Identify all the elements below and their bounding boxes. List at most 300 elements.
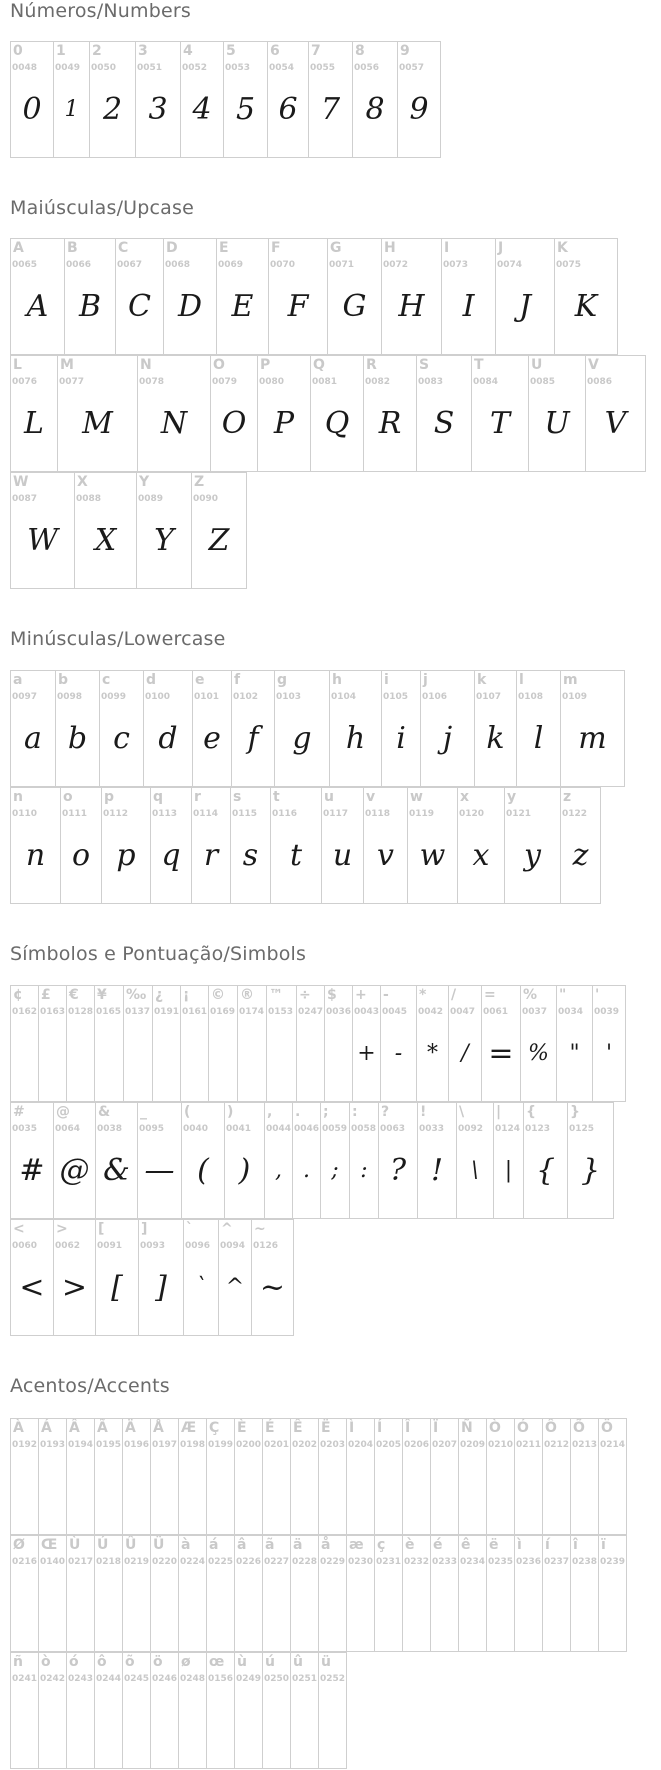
glyph-sample: E [231, 289, 254, 324]
character-label: œ [209, 1654, 225, 1670]
character-code: 0244 [96, 1674, 122, 1684]
character-label: è [405, 1537, 415, 1553]
character-label: ø [181, 1654, 191, 1670]
glyph-cell [206, 1535, 235, 1652]
glyph-cell [363, 355, 417, 472]
glyph-cell [486, 1418, 515, 1535]
glyph-sample: # [19, 1153, 45, 1188]
glyph-sample: . [303, 1158, 310, 1183]
character-label: ú [265, 1654, 275, 1670]
glyph-sample: Y [154, 523, 174, 558]
character-label: - [383, 987, 389, 1003]
character-label: k [477, 672, 487, 688]
character-label: Ì [349, 1420, 355, 1436]
glyph-sample: — [144, 1153, 175, 1188]
glyph-sample: 9 [409, 92, 429, 127]
glyph-cell [137, 355, 211, 472]
glyph-cell [374, 1535, 403, 1652]
glyph-cell [528, 355, 586, 472]
character-label: ! [420, 1104, 427, 1120]
character-label: z [563, 789, 572, 805]
character-code: 0115 [232, 809, 258, 819]
glyph-cell [560, 787, 601, 904]
character-label: l [519, 672, 524, 688]
glyph-cell [374, 1418, 403, 1535]
character-label: H [384, 240, 396, 256]
character-code: 0055 [310, 63, 336, 73]
character-code: 0243 [68, 1674, 94, 1684]
glyph-cell [10, 1535, 39, 1652]
glyph-sample: * [427, 1041, 438, 1066]
character-code: 0068 [165, 260, 191, 270]
glyph-cell [264, 1102, 293, 1219]
glyph-cell [417, 1102, 457, 1219]
glyph-cell [320, 1102, 350, 1219]
character-label: ä [293, 1537, 303, 1553]
character-label: 7 [311, 43, 321, 59]
glyph-cell [523, 1102, 568, 1219]
character-label: ™ [269, 987, 283, 1003]
glyph-sample: ? [389, 1153, 407, 1188]
character-code: 0069 [218, 260, 244, 270]
glyph-cell [89, 41, 136, 158]
glyph-sample: l [533, 721, 544, 756]
character-label: o [63, 789, 73, 805]
character-label: Î [405, 1420, 411, 1436]
character-label: Å [153, 1420, 164, 1436]
character-code: 0201 [264, 1440, 290, 1450]
character-code: 0088 [76, 494, 102, 504]
glyph-cell [441, 238, 496, 355]
character-label: > [56, 1221, 68, 1237]
character-code: 0224 [180, 1557, 206, 1567]
glyph-sample: 8 [365, 92, 385, 127]
glyph-cell [598, 1418, 627, 1535]
glyph-cell [99, 670, 144, 787]
glyph-cell [585, 355, 646, 472]
glyph-sample: [ [111, 1270, 123, 1305]
character-label: 4 [183, 43, 193, 59]
glyph-cell [230, 787, 271, 904]
character-label: ) [227, 1104, 234, 1120]
glyph-cell [57, 355, 138, 472]
character-code: 0156 [208, 1674, 234, 1684]
glyph-cell [257, 355, 311, 472]
glyph-cell [363, 787, 408, 904]
glyph-sample: v [377, 838, 394, 873]
character-code: 0047 [450, 1007, 476, 1017]
character-label: n [13, 789, 23, 805]
character-label: 3 [138, 43, 148, 59]
glyph-sample: 3 [148, 92, 168, 127]
glyph-cell [542, 1535, 571, 1652]
character-code: 0104 [331, 692, 357, 702]
section-title: Números/Numbers [10, 0, 191, 22]
character-label: ; [323, 1104, 329, 1120]
glyph-sample: Z [208, 523, 230, 558]
character-label: N [140, 357, 152, 373]
glyph-cell [381, 670, 421, 787]
glyph-sample: ) [238, 1153, 251, 1188]
character-label: æ [349, 1537, 364, 1553]
glyph-sample: ~ [259, 1270, 286, 1305]
character-code: 0064 [55, 1124, 81, 1134]
glyph-cell [95, 1219, 139, 1336]
glyph-sample: ; [331, 1158, 339, 1183]
glyph-sample: 6 [278, 92, 298, 127]
character-label: Ï [433, 1420, 439, 1436]
glyph-cell [178, 1418, 207, 1535]
character-label: ò [41, 1654, 51, 1670]
glyph-sample: S [433, 406, 455, 441]
glyph-cell [224, 1102, 265, 1219]
character-label: f [234, 672, 241, 688]
glyph-cell [234, 1535, 263, 1652]
character-label: O [213, 357, 225, 373]
character-code: 0191 [154, 1007, 180, 1017]
character-code: 0065 [12, 260, 38, 270]
character-code: 0250 [264, 1674, 290, 1684]
glyph-cell [183, 1219, 219, 1336]
glyph-cell [192, 670, 232, 787]
glyph-cell [64, 238, 116, 355]
glyph-sample: } [580, 1153, 601, 1188]
character-code: 0051 [137, 63, 163, 73]
glyph-cell [290, 1652, 319, 1769]
glyph-sample: > [61, 1270, 88, 1305]
glyph-sample: % [528, 1041, 549, 1066]
glyph-sample: I [462, 289, 475, 324]
character-label: Õ [573, 1420, 585, 1436]
glyph-cell [407, 787, 458, 904]
character-code: 0117 [323, 809, 349, 819]
glyph-sample: D [177, 289, 203, 324]
glyph-cell [38, 1535, 67, 1652]
glyph-cell [180, 41, 224, 158]
character-code: 0165 [96, 1007, 122, 1017]
character-label: * [419, 987, 427, 1003]
character-code: 0126 [253, 1241, 279, 1251]
glyph-cell [150, 787, 192, 904]
section-title: Acentos/Accents [10, 1375, 170, 1397]
glyph-sample: \ [471, 1158, 479, 1183]
glyph-cell [218, 1219, 252, 1336]
character-code: 0086 [587, 377, 613, 387]
glyph-cell [481, 985, 521, 1102]
character-code: 0245 [124, 1674, 150, 1684]
character-code: 0108 [518, 692, 544, 702]
character-label: Ê [293, 1420, 303, 1436]
character-label: Á [41, 1420, 52, 1436]
character-code: 0081 [312, 377, 338, 387]
glyph-sample: ^ [225, 1275, 245, 1300]
glyph-cell [556, 985, 593, 1102]
glyph-cell [55, 670, 100, 787]
character-label: : [352, 1104, 358, 1120]
character-label: R [366, 357, 377, 373]
glyph-sample: r [203, 838, 219, 873]
glyph-cell [290, 1418, 319, 1535]
character-code: 0233 [432, 1557, 458, 1567]
glyph-cell [122, 1418, 151, 1535]
character-label: # [13, 1104, 25, 1120]
character-code: 0063 [380, 1124, 406, 1134]
character-code: 0085 [530, 377, 556, 387]
glyph-cell [38, 1652, 67, 1769]
glyph-sample: j [442, 721, 453, 756]
character-label: ( [184, 1104, 191, 1120]
glyph-cell [150, 1652, 179, 1769]
character-code: 0042 [418, 1007, 444, 1017]
character-code: 0231 [376, 1557, 402, 1567]
character-code: 0239 [600, 1557, 626, 1567]
glyph-cell [143, 670, 193, 787]
character-code: 0211 [516, 1440, 542, 1450]
character-code: 0199 [208, 1440, 234, 1450]
character-code: 0116 [272, 809, 298, 819]
character-label: < [13, 1221, 25, 1237]
character-code: 0213 [572, 1440, 598, 1450]
glyph-cell [274, 670, 330, 787]
glyph-sample: G [342, 289, 367, 324]
glyph-sample: @ [59, 1153, 90, 1188]
character-label: + [355, 987, 367, 1003]
glyph-cell [416, 355, 472, 472]
character-label: @ [56, 1104, 70, 1120]
character-label: Í [377, 1420, 383, 1436]
glyph-cell [150, 1418, 179, 1535]
character-code: 0106 [422, 692, 448, 702]
character-label: 0 [13, 43, 23, 59]
character-code: 0067 [117, 260, 143, 270]
glyph-cell [430, 1535, 459, 1652]
glyph-cell [324, 985, 353, 1102]
character-label: 2 [92, 43, 102, 59]
glyph-sample: L [24, 406, 44, 441]
glyph-cell [262, 1418, 291, 1535]
glyph-sample: F [287, 289, 309, 324]
character-code: 0096 [185, 1241, 211, 1251]
character-code: 0228 [292, 1557, 318, 1567]
character-label: ñ [13, 1654, 23, 1670]
glyph-sample: ( [197, 1153, 209, 1188]
character-code: 0033 [419, 1124, 445, 1134]
character-label: _ [140, 1104, 147, 1120]
glyph-cell [516, 670, 561, 787]
glyph-cell [10, 787, 61, 904]
character-code: 0078 [139, 377, 165, 387]
glyph-cell [95, 1102, 138, 1219]
character-code: 0207 [432, 1440, 458, 1450]
character-label: Ú [97, 1537, 109, 1553]
character-code: 0074 [497, 260, 523, 270]
character-label: ç [377, 1537, 386, 1553]
character-code: 0091 [97, 1241, 123, 1251]
character-label: ~ [254, 1221, 266, 1237]
character-label: Ñ [461, 1420, 473, 1436]
character-label: S [419, 357, 430, 373]
character-label: & [98, 1104, 111, 1120]
character-label: Æ [181, 1420, 197, 1436]
character-code: 0123 [525, 1124, 551, 1134]
glyph-cell [152, 985, 181, 1102]
character-code: 0034 [558, 1007, 584, 1017]
glyph-sample: 0 [22, 92, 42, 127]
glyph-cell [352, 41, 398, 158]
glyph-sample: p [116, 838, 136, 873]
glyph-cell [504, 787, 561, 904]
character-code: 0124 [495, 1124, 521, 1134]
character-label: Ë [321, 1420, 331, 1436]
glyph-cell [329, 670, 382, 787]
character-label: å [321, 1537, 331, 1553]
character-label: 9 [400, 43, 410, 59]
character-label: ù [237, 1654, 247, 1670]
glyph-sample: / [461, 1041, 469, 1066]
glyph-cell [178, 1652, 207, 1769]
glyph-cell [60, 787, 102, 904]
glyph-sample: O [221, 406, 247, 441]
character-code: 0214 [600, 1440, 626, 1450]
character-label: C [118, 240, 129, 256]
character-label: ` [186, 1221, 193, 1237]
character-label: û [293, 1654, 303, 1670]
glyph-cell [268, 238, 328, 355]
glyph-cell [318, 1418, 347, 1535]
character-label: d [146, 672, 157, 688]
glyph-cell [138, 1219, 184, 1336]
glyph-cell [266, 985, 297, 1102]
character-label: G [330, 240, 342, 256]
glyph-sample: " [569, 1041, 580, 1066]
character-code: 0100 [145, 692, 171, 702]
character-label: h [332, 672, 342, 688]
character-code: 0246 [152, 1674, 178, 1684]
character-code: 0060 [12, 1241, 38, 1251]
glyph-sample: i [396, 721, 406, 756]
character-label: ã [265, 1537, 275, 1553]
glyph-sample: q [161, 838, 181, 873]
character-label: J [498, 240, 504, 256]
character-code: 0197 [152, 1440, 178, 1450]
character-label: F [271, 240, 281, 256]
glyph-cell [137, 1102, 182, 1219]
character-code: 0216 [12, 1557, 38, 1567]
character-code: 0162 [12, 1007, 38, 1017]
character-code: 0077 [59, 377, 85, 387]
character-code: 0036 [326, 1007, 352, 1017]
character-label: 6 [270, 43, 280, 59]
glyph-cell [310, 355, 364, 472]
glyph-cell [94, 1652, 123, 1769]
character-code: 0058 [351, 1124, 377, 1134]
character-label: \ [459, 1104, 465, 1120]
glyph-sample: R [378, 406, 402, 441]
character-code: 0121 [506, 809, 532, 819]
glyph-sample: | [504, 1158, 513, 1183]
glyph-sample: V [604, 406, 627, 441]
character-label: $ [327, 987, 337, 1003]
glyph-cell [66, 985, 95, 1102]
character-code: 0102 [233, 692, 259, 702]
character-label: é [433, 1537, 443, 1553]
glyph-cell [567, 1102, 614, 1219]
glyph-cell [380, 985, 417, 1102]
character-code: 0076 [12, 377, 38, 387]
glyph-cell [292, 1102, 321, 1219]
character-code: 0198 [180, 1440, 206, 1450]
glyph-cell [180, 985, 209, 1102]
character-label: W [13, 474, 29, 490]
character-code: 0084 [473, 377, 499, 387]
glyph-sample: M [82, 406, 113, 441]
character-label: Â [69, 1420, 80, 1436]
glyph-sample: y [524, 838, 541, 873]
glyph-cell [191, 472, 247, 589]
character-label: À [13, 1420, 24, 1436]
glyph-cell [381, 238, 442, 355]
glyph-cell [542, 1418, 571, 1535]
glyph-cell [66, 1535, 95, 1652]
glyph-cell [181, 1102, 225, 1219]
glyph-sample: : [360, 1158, 368, 1183]
character-code: 0202 [292, 1440, 318, 1450]
glyph-sample: m [578, 721, 607, 756]
glyph-cell [346, 1535, 375, 1652]
character-label: ¥ [97, 987, 107, 1003]
character-code: 0125 [569, 1124, 595, 1134]
character-label: Œ [41, 1537, 58, 1553]
character-code: 0217 [68, 1557, 94, 1567]
character-label: Û [125, 1537, 137, 1553]
character-code: 0241 [12, 1674, 38, 1684]
character-code: 0041 [226, 1124, 252, 1134]
character-label: | [496, 1104, 502, 1120]
glyph-cell [101, 787, 151, 904]
character-code: 0230 [348, 1557, 374, 1567]
character-label: £ [41, 987, 51, 1003]
glyph-sample: h [345, 721, 366, 756]
character-code: 0212 [544, 1440, 570, 1450]
character-label: ê [461, 1537, 471, 1553]
glyph-cell [136, 472, 192, 589]
character-code: 0098 [57, 692, 83, 702]
character-label: Ä [125, 1420, 136, 1436]
glyph-sample: J [518, 289, 532, 324]
glyph-sample: T [489, 406, 510, 441]
character-label: ‰ [126, 987, 147, 1003]
glyph-cell [318, 1652, 347, 1769]
glyph-cell [598, 1535, 627, 1652]
character-code: 0193 [40, 1440, 66, 1450]
character-code: 0218 [96, 1557, 122, 1567]
glyph-cell [208, 985, 238, 1102]
character-label: â [237, 1537, 247, 1553]
character-code: 0111 [62, 809, 88, 819]
character-code: 0113 [152, 809, 178, 819]
glyph-cell [10, 1418, 39, 1535]
character-label: ô [97, 1654, 107, 1670]
glyph-cell [178, 1535, 207, 1652]
character-label: È [237, 1420, 247, 1436]
glyph-cell [308, 41, 353, 158]
character-code: 0039 [594, 1007, 620, 1017]
character-code: 0087 [12, 494, 38, 504]
glyph-cell [352, 985, 381, 1102]
character-code: 0045 [382, 1007, 408, 1017]
glyph-sample: z [572, 838, 589, 873]
character-label: c [102, 672, 111, 688]
